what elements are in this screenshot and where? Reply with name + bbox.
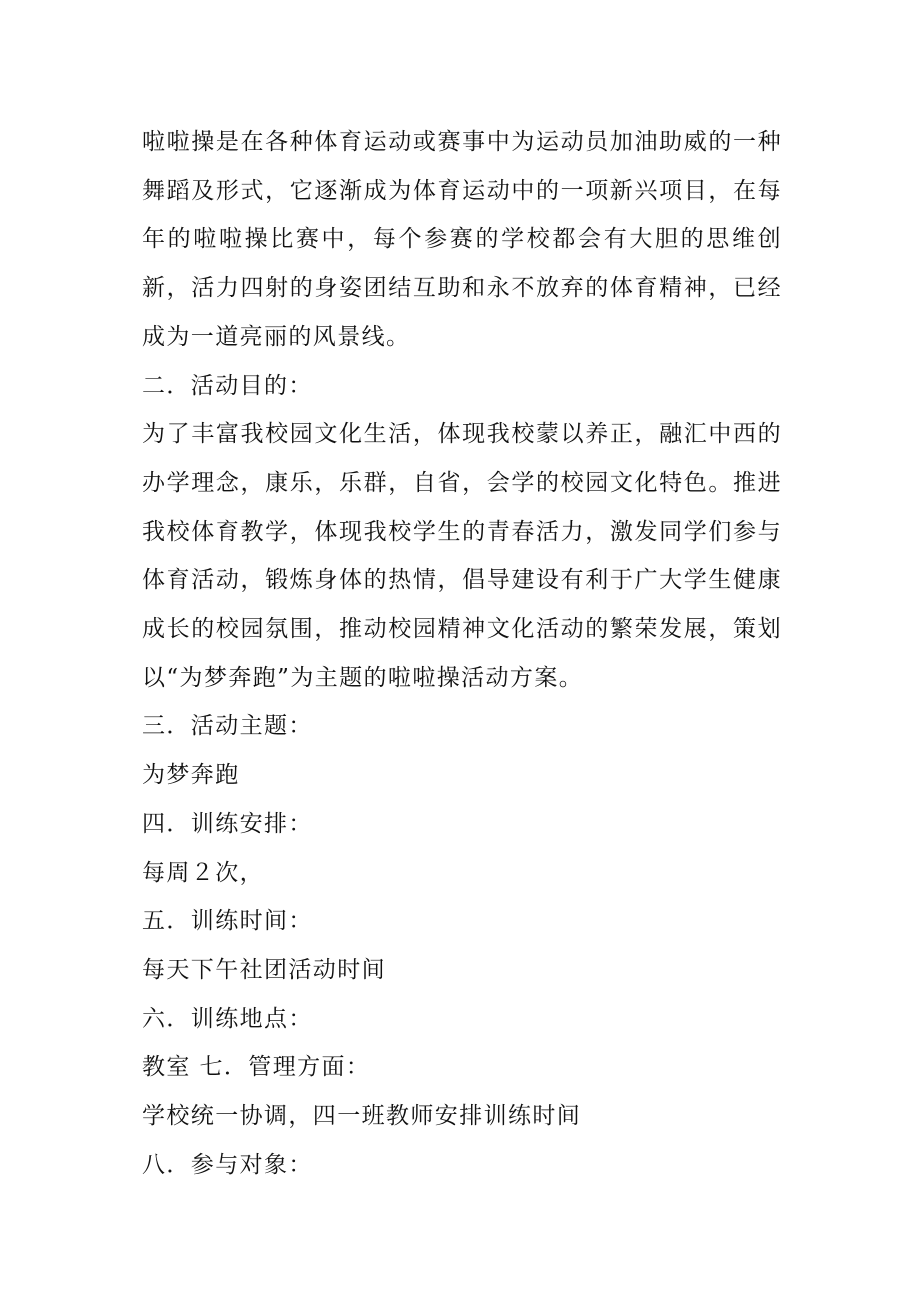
section-3-heading: 三．活动主题： bbox=[142, 713, 313, 740]
section-8-heading: 八．参与对象： bbox=[142, 1151, 313, 1178]
intro-paragraph: 啦啦操是在各种体育运动或赛事中为运动员加油助威的一种舞蹈及形式，它逐渐成为体育运动中的一项新兴项目，在每年的啦啦操比赛中，每个参赛的学校都会有大胆的思维创新，活力四射的身姿团结互助和永不放弃的体育精神，已经成为一道亮丽的风景线。 bbox=[142, 129, 782, 350]
section-4-body: 每周２次， bbox=[142, 859, 264, 886]
section-2-heading: 二．活动目的： bbox=[142, 372, 313, 399]
section-6-heading: 六．训练地点： bbox=[142, 1005, 313, 1032]
section-3-body: 为梦奔跑 bbox=[142, 762, 240, 789]
section-5-body: 每天下午社团活动时间 bbox=[142, 956, 386, 983]
section-2-body: 为了丰富我校园文化生活，体现我校蒙以养正，融汇中西的办学理念，康乐，乐群，自省，会学的校园文化特色。推进我校体育教学，体现我校学生的青春活力，激发同学们参与体育活动，锻炼身体的热情，倡导建设有利于广大学生健康成长的校园氛围，推动校园精神文化活动的繁荣发展，策划以“为梦奔跑”为主题的啦啦操活动方案。 bbox=[142, 421, 782, 691]
section-5-heading: 五．训练时间： bbox=[142, 908, 313, 935]
section-6-body: 教室 七．管理方面： bbox=[142, 1054, 371, 1081]
section-4-heading: 四．训练安排： bbox=[142, 810, 313, 837]
section-7-body: 学校统一协调，四一班教师安排训练时间 bbox=[142, 1103, 582, 1130]
document-page bbox=[142, 118, 782, 1189]
